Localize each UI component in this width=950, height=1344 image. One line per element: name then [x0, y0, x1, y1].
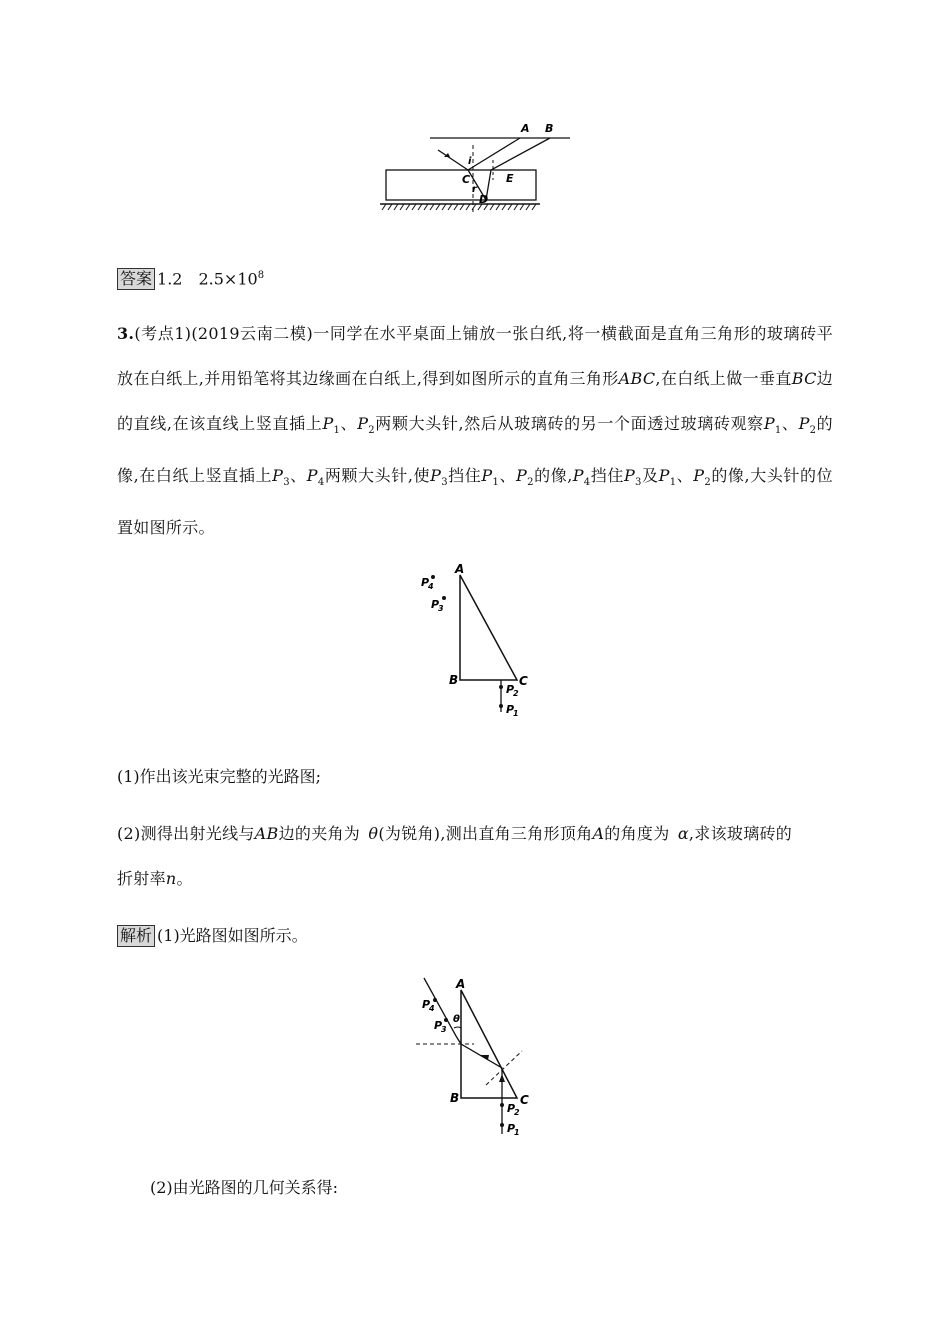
q3-text: 挡住: [590, 466, 624, 486]
sub2-text: (2)测得出射光线与: [117, 824, 255, 843]
pin: P: [481, 466, 493, 486]
q3-text: 、: [340, 414, 358, 433]
label-p2: P: [506, 683, 515, 696]
pin-sub: 1: [333, 425, 341, 437]
q3-text: 挡住: [447, 466, 482, 486]
pin-sub: 4: [583, 477, 591, 489]
pin-sub: 1: [669, 477, 677, 489]
label-c: C: [519, 674, 528, 688]
question-source: (考点1)(2019云南二模): [134, 324, 314, 343]
analysis-text: (1)光路图如图所示。: [157, 926, 308, 945]
label-p4-sub: 4: [428, 582, 434, 591]
figure-triangle-pins: [415, 560, 535, 720]
pin-sub: 2: [527, 477, 534, 489]
q3-text: 的像,: [533, 466, 573, 486]
q3-abc: ABC: [618, 369, 656, 388]
label-b: B: [450, 1091, 460, 1105]
sub2-text: 折射率: [117, 869, 166, 888]
q3-text: 、: [289, 466, 307, 486]
label-p1: P: [506, 703, 515, 716]
label-d: D: [479, 193, 489, 206]
pin: P: [357, 414, 369, 433]
sub2-theta: θ: [368, 824, 379, 843]
q3-text: 两颗大头针,使: [324, 466, 431, 486]
q3-text: 的像,大头针的位置如图所示。: [117, 466, 833, 538]
label-p3: P: [434, 1019, 443, 1032]
q3-text: 、: [781, 414, 799, 433]
label-b: B: [449, 673, 459, 687]
q3-text: 两颗大头针,然后从玻璃砖的另一个面透过玻璃砖观察: [374, 414, 764, 433]
sub2-a: A: [592, 824, 605, 843]
pin: P: [272, 466, 284, 486]
q3-text: 的像,在白纸上竖直插上: [117, 414, 833, 486]
label-p1: P: [507, 1122, 516, 1135]
sub2-ab: AB: [254, 824, 279, 843]
label-p1-sub: 1: [513, 709, 519, 718]
label-p2-sub: 2: [513, 689, 519, 698]
pin: P: [623, 466, 636, 486]
label-c: C: [462, 173, 471, 186]
answer-tag: 答案: [117, 268, 155, 290]
question-3: [117, 311, 833, 550]
sub2-alpha: α: [677, 824, 689, 843]
label-p4: P: [421, 576, 430, 589]
figure-light-path: [410, 972, 545, 1142]
sub-question-2: [117, 811, 833, 901]
q3-text: 边的直线,在该直线上竖直插上: [117, 369, 833, 433]
pin-sub: 1: [774, 425, 782, 437]
pin: P: [658, 466, 670, 486]
sub2-text: 。: [176, 869, 193, 888]
pin: P: [516, 466, 528, 486]
label-p1-sub: 1: [514, 1128, 520, 1137]
answer-line: [117, 265, 264, 290]
label-i: i: [468, 156, 472, 167]
label-p3: P: [431, 598, 440, 611]
label-p4-sub: 4: [429, 1004, 435, 1013]
label-p3-sub: 3: [441, 1025, 447, 1034]
sub2-text: 边的夹角为: [278, 824, 361, 843]
label-r: r: [472, 184, 477, 195]
pin-sub: 3: [283, 477, 290, 489]
pin-sub: 3: [635, 477, 642, 489]
label-b: B: [545, 122, 554, 135]
pin-sub: 1: [492, 477, 500, 489]
pin: P: [306, 466, 318, 486]
sub2-n: n: [165, 869, 177, 888]
pin: P: [798, 414, 810, 433]
sub2-text: (为锐角),测出直角三角形顶角: [378, 824, 593, 843]
sub2-text: ,求该玻璃砖的: [688, 824, 793, 843]
label-a: A: [455, 562, 465, 576]
sub2-text: 的角度为: [604, 824, 670, 843]
label-e: E: [506, 172, 514, 185]
pin-sub: 2: [809, 425, 817, 437]
pin: P: [572, 466, 584, 486]
label-p3-sub: 3: [438, 604, 444, 613]
analysis-tag: 解析: [117, 925, 155, 947]
q3-bc: BC: [791, 369, 817, 388]
pin: P: [763, 414, 775, 433]
sub-question-1: (1)作出该光束完整的光路图;: [117, 767, 322, 786]
pin: P: [322, 414, 334, 433]
q3-text: 一同学在水平桌面上铺放一张白纸,将一横截面是直角三角形的玻璃砖平放在白纸上,并用铅笔将其边缘画在白纸上,得到如图所示的直角三角形: [117, 324, 834, 388]
question-number: 3.: [117, 324, 135, 343]
pin: P: [693, 466, 705, 486]
pin-sub: 2: [368, 425, 375, 437]
label-theta: θ: [453, 1014, 460, 1025]
figure-glass-slab: [370, 120, 580, 215]
q3-text: 、: [499, 466, 517, 486]
label-p2-sub: 2: [514, 1108, 520, 1117]
pin-sub: 2: [704, 477, 712, 489]
q3-text: 及: [641, 466, 659, 486]
label-p2: P: [507, 1102, 516, 1115]
pin: P: [430, 466, 442, 486]
pin-sub: 4: [317, 477, 325, 489]
answer-exponent: 8: [257, 270, 265, 281]
q3-text: ,在白纸上做一垂直: [655, 369, 792, 388]
pin-sub: 3: [441, 477, 448, 489]
answer-text: 1.2 2.5×10: [157, 269, 258, 289]
label-a: A: [456, 977, 466, 991]
label-p4: P: [422, 998, 431, 1011]
analysis-part-2: (2)由光路图的几何关系得:: [150, 1178, 339, 1197]
label-c: C: [520, 1093, 529, 1107]
label-a: A: [521, 122, 530, 135]
q3-text: 、: [676, 466, 694, 486]
analysis-line: [117, 925, 308, 947]
